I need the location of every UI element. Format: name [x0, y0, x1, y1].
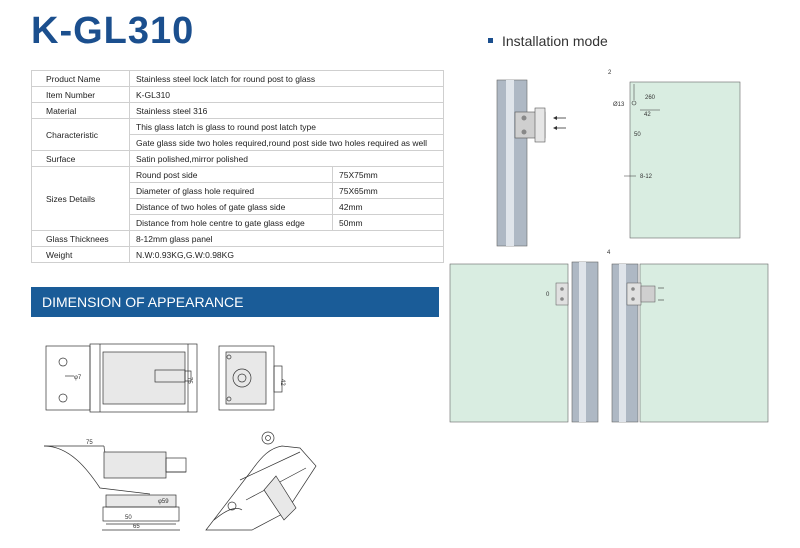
spec-label: Surface — [32, 151, 130, 167]
spec-label: Glass Thicknees — [32, 231, 130, 247]
spec-label: Characteristic — [32, 119, 130, 151]
fig3-dim-0: 0 — [546, 292, 550, 298]
installation-mode-label: Installation mode — [502, 33, 608, 49]
front-dim-75: 75 — [186, 377, 192, 384]
fig4-label: 4 — [607, 250, 611, 256]
side-dim-42: 42 — [279, 379, 285, 386]
fig2-dim-42: 42 — [644, 112, 651, 118]
bottom-dim-phi: φ59 — [158, 499, 169, 505]
install-fig3 — [450, 262, 598, 422]
spec-value: N.W:0.93KG,G.W:0.98KG — [130, 247, 444, 263]
fig2-dim-phi13: Ø13 — [613, 102, 625, 108]
spec-value: 8-12mm glass panel — [130, 231, 444, 247]
size-value: 42mm — [333, 199, 444, 215]
fig2-dim-812: 8-12 — [640, 174, 653, 180]
spec-label: Material — [32, 103, 130, 119]
spec-label: Product Name — [32, 71, 130, 87]
install-fig2 — [624, 82, 740, 238]
spec-label: Sizes Details — [32, 167, 130, 231]
fig2-dim-260: 260 — [645, 95, 656, 101]
size-name: Distance from hole centre to gate glass edge — [130, 215, 333, 231]
fig2-dim-50: 50 — [634, 132, 641, 138]
spec-value: Gate glass side two holes required,round post side two holes required as well — [130, 135, 444, 151]
spec-value: Stainless steel 316 — [130, 103, 444, 119]
spec-value: K-GL310 — [130, 87, 444, 103]
side-view-drawing — [219, 346, 282, 410]
bottom-dim-65: 65 — [133, 524, 140, 530]
isometric-view-drawing — [206, 432, 316, 530]
size-value: 75X75mm — [333, 167, 444, 183]
top-dim-75: 75 — [86, 440, 93, 446]
size-name: Round post side — [130, 167, 333, 183]
install-fig1 — [497, 80, 566, 246]
spec-label: Item Number — [32, 87, 130, 103]
size-value: 75X65mm — [333, 183, 444, 199]
spec-label: Weight — [32, 247, 130, 263]
fig2-label: 2 — [608, 70, 612, 76]
size-name: Diameter of glass hole required — [130, 183, 333, 199]
product-title: K-GL310 — [31, 10, 195, 52]
front-view-drawing — [46, 344, 197, 412]
size-name: Distance of two holes of gate glass side — [130, 199, 333, 215]
bottom-dim-50: 50 — [125, 515, 132, 521]
spec-value: Satin polished,mirror polished — [130, 151, 444, 167]
spec-value: This glass latch is glass to round post latch type — [130, 119, 444, 135]
front-dim-phi: φ7 — [74, 375, 82, 381]
spec-value: Stainless steel lock latch for round post to glass — [130, 71, 444, 87]
top-view-drawing — [44, 446, 186, 530]
install-fig4 — [612, 264, 768, 422]
dimension-section-title: DIMENSION OF APPEARANCE — [42, 294, 244, 310]
size-value: 50mm — [333, 215, 444, 231]
